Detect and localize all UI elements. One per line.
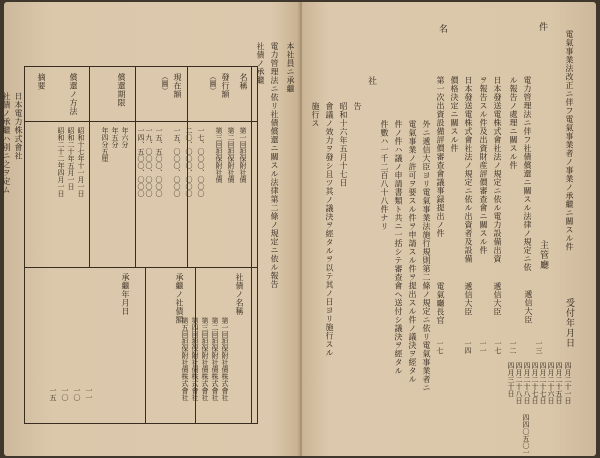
- number-6: 一七: [436, 340, 444, 354]
- header-term-col: 償還期限: [117, 73, 126, 107]
- row-1-term: 昭和十七年十一月一日: [77, 127, 85, 197]
- left-side-note-2: 電力管理法ニ依リ社債償還ニ關スル法律第二條ノ規定ニ依ル報告: [270, 42, 279, 289]
- number-2: 一二: [509, 340, 517, 354]
- number-5: 一四: [464, 340, 472, 354]
- lower-row-1: 第一回担保附社債株式會社: [221, 317, 229, 401]
- header-current-unit: （圓）: [161, 73, 169, 94]
- bill-line-5: 日本發送電株式會社法ノ規定ニ依ル出資者及設備: [464, 76, 473, 263]
- bill-line-4: ヲ報告スル件及出資財産評價審查會ニ關スル件: [479, 76, 488, 255]
- company-note: 社債ノ承繼ハ別ニ之ヲ定ム: [2, 92, 11, 194]
- left-side-note-1: 本社員ニ承繼: [286, 42, 295, 93]
- row-2-name: 第二回担保附社債: [227, 127, 235, 183]
- body-line-4: 件數ハ一千二百八十八件ナリ: [380, 120, 389, 231]
- company-name: 日本電力株式會社: [14, 92, 23, 160]
- notice-line-1: 告: [353, 102, 362, 111]
- bill-line-1: 電力管理法ニ伴フ社債償還ニ關スル法律ノ規定ニ依: [523, 76, 532, 272]
- row-3-term: 昭和二十二年四月一日: [57, 127, 65, 197]
- date-1: 四月二十一日: [564, 362, 572, 404]
- row-2-issued: 二〇、〇〇〇、〇〇〇: [185, 127, 193, 197]
- date-6: 四月二十八日: [523, 362, 531, 404]
- ministry-3: 遞信大臣: [464, 282, 473, 316]
- notice-heading: 社: [366, 76, 376, 86]
- row-3-current: 一四、五〇〇、〇〇〇: [137, 127, 145, 197]
- header-name: 名: [437, 24, 447, 34]
- ministry-2: 遞信大臣: [493, 282, 502, 316]
- right-page-title: 電氣事業法改正ニ伴フ電氣事業者ノ事業ノ承繼ニ關スル件: [565, 30, 574, 251]
- row-1-issued: 一七、〇〇〇、〇〇〇: [197, 127, 205, 197]
- body-line-1: 外ニ遞信大臣ヨリ電氣事業法施行規則第二條ノ規定ニ依リ電氣事業者ニ: [422, 120, 431, 392]
- row-2-current: 一九、〇〇〇、〇〇〇: [145, 127, 153, 197]
- row-3-issued: 一五、〇〇〇、〇〇〇: [173, 127, 181, 197]
- lower-value-4: 一五: [49, 387, 57, 401]
- number-1: 一三: [535, 340, 543, 354]
- left-side-note-3: 社債ノ承繼: [256, 42, 265, 85]
- header-current-col: 現在額: [173, 73, 182, 99]
- number-4: 一一: [479, 340, 487, 354]
- row-1-current: 一五、五〇〇、〇〇〇: [155, 127, 163, 197]
- bottom-label: 四四〇五〇一: [522, 414, 530, 456]
- row-2-term: 昭和二十年五月一日: [67, 127, 75, 190]
- lower-row-5: 第五回担保附社債株式會社: [181, 317, 189, 401]
- lower-value-1: 一一: [85, 387, 93, 401]
- date-4: 四月二十七日: [539, 362, 547, 404]
- row-3-rate: 年四分五厘: [101, 127, 109, 162]
- header-ministry: 主管廳: [538, 240, 548, 270]
- lower-col3: 承繼年月日: [121, 273, 130, 316]
- notice-line-4: 施行ス: [311, 102, 320, 128]
- lower-row-3: 第三回担保附社債株式會社: [201, 317, 209, 401]
- row-1-rate: 年六分: [121, 127, 129, 148]
- ministry-1: 遞信大臣: [524, 290, 533, 324]
- notice-line-2: 昭和十六年五月十七日: [339, 102, 348, 187]
- bond-table: [24, 66, 258, 424]
- bill-line-6: 價格決定ニ關スル件: [450, 76, 459, 153]
- page-fold: [300, 2, 302, 456]
- lower-col2: 承繼ノ社債額: [175, 273, 184, 324]
- row-1-name: 第一回担保附社債: [239, 127, 247, 183]
- header-note-col: 摘要: [37, 73, 46, 90]
- bill-line-2: ル報告ノ處理ニ關スル件: [509, 76, 518, 170]
- body-line-3: 件ノ件ハ議ノ申請書類ト共ニ一括シテ審查會ヘ送付シ議決ヲ經タル: [394, 120, 403, 375]
- header-cases: 件: [537, 22, 547, 32]
- header-issued-unit: （圓）: [209, 73, 217, 94]
- row-3-name: 第三回担保附社債: [215, 127, 223, 183]
- book-spread: [4, 2, 596, 456]
- bill-line-7: 第一次出資設備評價審查會議事録提出ノ件: [436, 76, 445, 238]
- date-2: 四月二十五日: [555, 362, 563, 404]
- bill-line-3: 日本發送電株式會社法ノ規定ニ依ル電力設備出資: [493, 76, 502, 263]
- lower-heading: 社債ノ名稱: [235, 273, 244, 316]
- header-issued-col: 發行額: [221, 73, 230, 99]
- date-5: 四月二十七日: [531, 362, 539, 404]
- header-method-col: 償還ノ方法: [69, 73, 78, 116]
- ministry-4: 電氣廳長官: [436, 282, 445, 325]
- notice-line-3: 會議ノ效力ヲ發シ且ツ其ノ議決ヲ經タルヲ以テ其ノ日ヨリ施行スル: [325, 102, 334, 357]
- date-3: 四月二十六日: [547, 362, 555, 404]
- body-line-2: 電氣事業ノ許可ヲ要スル件ヲ申請スル件ヲ提出スル件ノ議決ヲ經タル: [408, 120, 417, 384]
- header-name-col: 名稱: [239, 73, 248, 90]
- date-8: 四月三十日: [507, 362, 515, 397]
- lower-value-2: 一〇: [73, 387, 81, 401]
- header-date: 受付年月日: [564, 298, 574, 348]
- number-3: 一七: [494, 340, 502, 354]
- row-2-rate: 年五分: [111, 127, 119, 148]
- lower-row-2: 第二回担保附社債株式會社: [211, 317, 219, 401]
- lower-value-3: 一〇: [61, 387, 69, 401]
- date-7: 四月二十八日: [515, 362, 523, 404]
- lower-row-4: 第四回担保附社債株式會社: [191, 317, 199, 401]
